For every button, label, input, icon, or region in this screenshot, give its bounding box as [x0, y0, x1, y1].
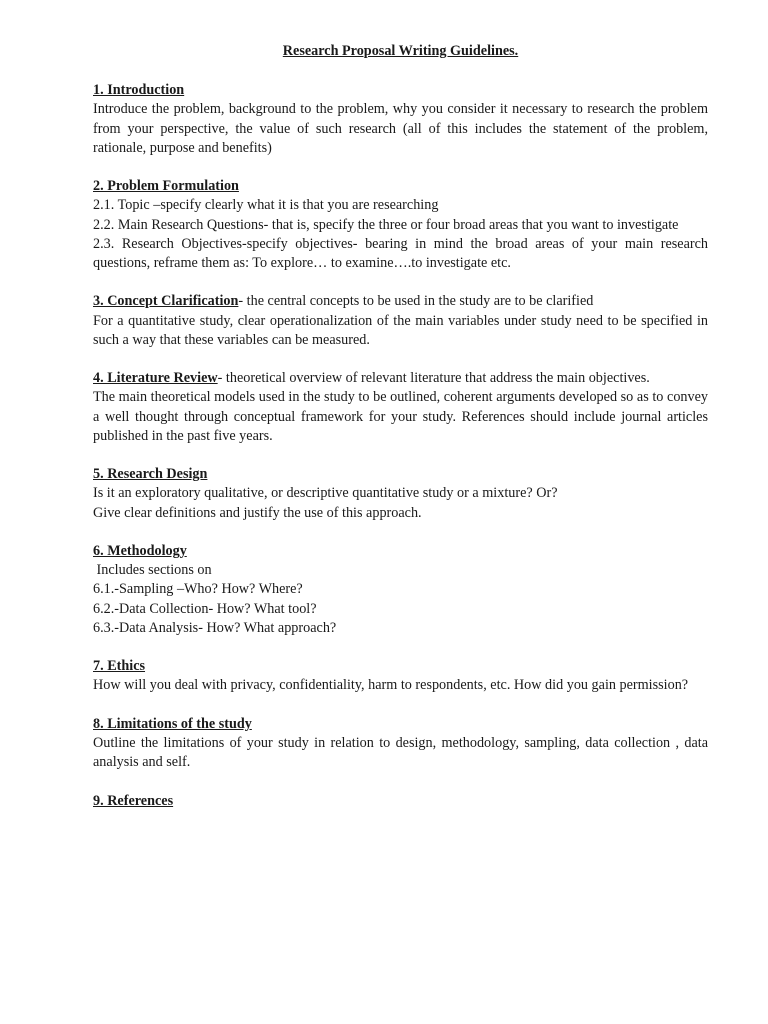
section-problem-formulation — [93, 177, 708, 273]
section-heading: 7. Ethics — [93, 658, 146, 675]
heading-inline-text: - theoretical overview of relevant literature that address the main objectives. — [217, 370, 650, 387]
section-methodology — [93, 542, 708, 638]
section-heading-line — [93, 792, 708, 811]
section-heading-line — [93, 177, 708, 196]
section-concept-clarification — [93, 292, 708, 350]
section-heading-line — [93, 715, 708, 734]
section-heading: 8. Limitations of the study — [93, 715, 252, 732]
section-heading-line — [93, 292, 708, 311]
paragraph: 6.2.-Data Collection- How? What tool? — [93, 600, 317, 617]
paragraph: 2.1. Topic –specify clearly what it is that you are researching — [93, 197, 439, 214]
section-heading: 5. Research Design — [93, 466, 208, 483]
section-heading-line — [93, 542, 708, 561]
section-ethics — [93, 657, 708, 695]
section-heading: 2. Problem Formulation — [93, 178, 239, 195]
section-heading: 1. Introduction — [93, 82, 185, 99]
section-heading: 9. References — [93, 792, 174, 809]
section-heading-line — [93, 657, 708, 676]
document-title: Research Proposal Writing Guidelines. — [282, 43, 519, 59]
section-introduction — [93, 81, 708, 158]
paragraph: How will you deal with privacy, confidentiality, harm to respondents, etc. How did you gain permission? — [93, 677, 689, 694]
paragraph: Outline the limitations of your study in relation to design, methodology, sampling, data collection , data analysis and self. — [93, 735, 708, 771]
paragraph: 6.1.-Sampling –Who? How? Where? — [93, 581, 303, 598]
paragraph: The main theoretical models used in the study to be outlined, coherent arguments developed so as to convey a well thought through conceptual framework for your study. References should include journal articles published in the past five years. — [93, 389, 708, 444]
section-heading: 4. Literature Review — [93, 370, 218, 387]
section-heading: 3. Concept Clarification — [93, 293, 239, 310]
section-heading-line — [93, 465, 708, 484]
paragraph: Give clear definitions and justify the use of this approach. — [93, 504, 422, 521]
section-heading-line — [93, 369, 708, 388]
document-page — [93, 42, 708, 830]
paragraph: 2.2. Main Research Questions- that is, specify the three or four broad areas that you want to investigate — [93, 216, 679, 233]
paragraph: Includes sections on — [93, 562, 212, 579]
paragraph: 6.3.-Data Analysis- How? What approach? — [93, 619, 337, 636]
section-heading-line — [93, 81, 708, 100]
paragraph: For a quantitative study, clear operationalization of the main variables under study need to be specified in such a way that these variables can be measured. — [93, 312, 708, 348]
paragraph: Is it an exploratory qualitative, or descriptive quantitative study or a mixture? Or? — [93, 485, 558, 502]
heading-inline-text: - the central concepts to be used in the study are to be clarified — [238, 293, 594, 310]
section-limitations — [93, 715, 708, 773]
section-heading: 6. Methodology — [93, 543, 187, 559]
section-literature-review — [93, 369, 708, 446]
paragraph: Introduce the problem, background to the problem, why you consider it necessary to research the problem from your perspective, the value of such research (all of this includes the statement of the problem, rationale, purpose and benefits) — [93, 101, 708, 156]
section-references — [93, 792, 708, 811]
paragraph: 2.3. Research Objectives-specify objectives- bearing in mind the broad areas of your main research questions, reframe them as: To explore… to examine….to investigate etc. — [93, 235, 708, 272]
section-research-design — [93, 465, 708, 523]
